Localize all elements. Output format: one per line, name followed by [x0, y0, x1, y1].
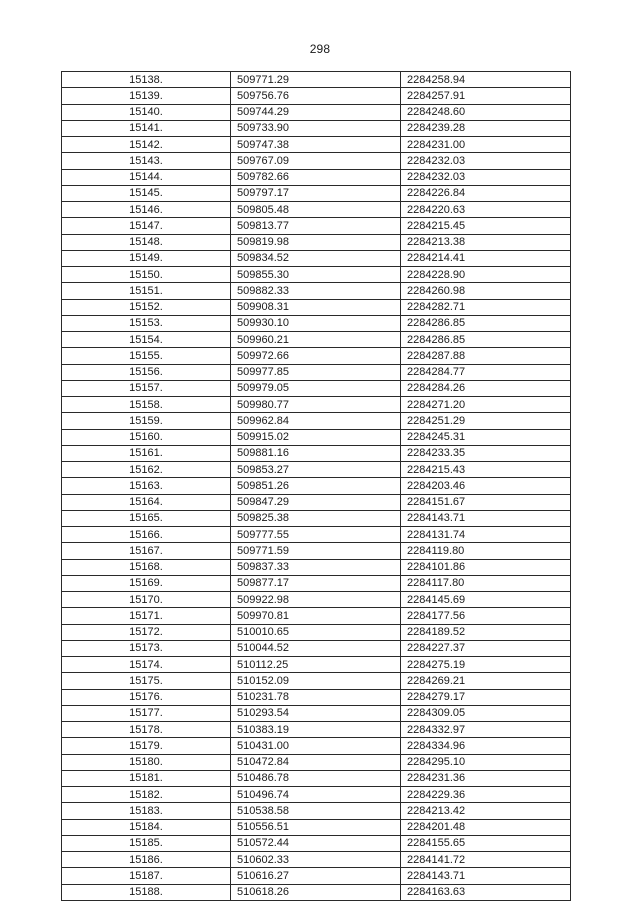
point-number-cell: 15140. [62, 104, 231, 120]
x-coordinate-cell: 509837.33 [231, 559, 401, 575]
table-row [62, 592, 571, 608]
table-row [62, 624, 571, 640]
y-coordinate-cell: 2284163.63 [401, 884, 571, 900]
point-number-cell: 15175. [62, 673, 231, 689]
y-coordinate-cell: 2284229.36 [401, 787, 571, 803]
x-coordinate-cell: 509881.16 [231, 445, 401, 461]
table-row [62, 527, 571, 543]
y-coordinate-cell: 2284215.45 [401, 218, 571, 234]
point-number-cell: 15187. [62, 868, 231, 884]
point-number-cell: 15138. [62, 72, 231, 88]
coordinates-table-body [62, 72, 571, 901]
x-coordinate-cell: 509744.29 [231, 104, 401, 120]
point-number-cell: 15152. [62, 299, 231, 315]
table-row [62, 153, 571, 169]
point-number-cell: 15166. [62, 527, 231, 543]
table-row [62, 575, 571, 591]
x-coordinate-cell: 509771.59 [231, 543, 401, 559]
table-row [62, 169, 571, 185]
point-number-cell: 15179. [62, 738, 231, 754]
x-coordinate-cell: 510152.09 [231, 673, 401, 689]
table-row [62, 380, 571, 396]
x-coordinate-cell: 509970.81 [231, 608, 401, 624]
y-coordinate-cell: 2284275.19 [401, 657, 571, 673]
x-coordinate-cell: 510044.52 [231, 640, 401, 656]
table-row [62, 494, 571, 510]
point-number-cell: 15180. [62, 754, 231, 770]
point-number-cell: 15185. [62, 835, 231, 851]
table-row [62, 689, 571, 705]
x-coordinate-cell: 509922.98 [231, 592, 401, 608]
table-row [62, 397, 571, 413]
point-number-cell: 15146. [62, 202, 231, 218]
x-coordinate-cell: 509882.33 [231, 283, 401, 299]
y-coordinate-cell: 2284269.21 [401, 673, 571, 689]
table-row [62, 137, 571, 153]
x-coordinate-cell: 509962.84 [231, 413, 401, 429]
y-coordinate-cell: 2284257.91 [401, 88, 571, 104]
y-coordinate-cell: 2284260.98 [401, 283, 571, 299]
x-coordinate-cell: 509771.29 [231, 72, 401, 88]
point-number-cell: 15183. [62, 803, 231, 819]
x-coordinate-cell: 509979.05 [231, 380, 401, 396]
point-number-cell: 15151. [62, 283, 231, 299]
x-coordinate-cell: 509855.30 [231, 267, 401, 283]
x-coordinate-cell: 510293.54 [231, 705, 401, 721]
table-row [62, 120, 571, 136]
point-number-cell: 15170. [62, 592, 231, 608]
point-number-cell: 15167. [62, 543, 231, 559]
table-row [62, 218, 571, 234]
point-number-cell: 15171. [62, 608, 231, 624]
point-number-cell: 15172. [62, 624, 231, 640]
table-row [62, 104, 571, 120]
table-row [62, 315, 571, 331]
y-coordinate-cell: 2284155.65 [401, 835, 571, 851]
table-row [62, 267, 571, 283]
point-number-cell: 15150. [62, 267, 231, 283]
y-coordinate-cell: 2284201.48 [401, 819, 571, 835]
point-number-cell: 15156. [62, 364, 231, 380]
x-coordinate-cell: 509980.77 [231, 397, 401, 413]
y-coordinate-cell: 2284227.37 [401, 640, 571, 656]
x-coordinate-cell: 509960.21 [231, 332, 401, 348]
x-coordinate-cell: 509851.26 [231, 478, 401, 494]
coordinates-table [61, 71, 571, 901]
point-number-cell: 15182. [62, 787, 231, 803]
y-coordinate-cell: 2284226.84 [401, 185, 571, 201]
x-coordinate-cell: 510572.44 [231, 835, 401, 851]
table-row [62, 819, 571, 835]
table-row [62, 868, 571, 884]
y-coordinate-cell: 2284332.97 [401, 722, 571, 738]
x-coordinate-cell: 510010.65 [231, 624, 401, 640]
x-coordinate-cell: 509767.09 [231, 153, 401, 169]
y-coordinate-cell: 2284232.03 [401, 153, 571, 169]
table-row [62, 348, 571, 364]
x-coordinate-cell: 509747.38 [231, 137, 401, 153]
table-row [62, 657, 571, 673]
point-number-cell: 15188. [62, 884, 231, 900]
y-coordinate-cell: 2284141.72 [401, 852, 571, 868]
x-coordinate-cell: 509972.66 [231, 348, 401, 364]
table-row [62, 250, 571, 266]
point-number-cell: 15142. [62, 137, 231, 153]
x-coordinate-cell: 509930.10 [231, 315, 401, 331]
x-coordinate-cell: 510472.84 [231, 754, 401, 770]
table-row [62, 462, 571, 478]
point-number-cell: 15176. [62, 689, 231, 705]
point-number-cell: 15162. [62, 462, 231, 478]
table-row [62, 608, 571, 624]
y-coordinate-cell: 2284233.35 [401, 445, 571, 461]
point-number-cell: 15145. [62, 185, 231, 201]
y-coordinate-cell: 2284245.31 [401, 429, 571, 445]
y-coordinate-cell: 2284284.77 [401, 364, 571, 380]
table-row [62, 543, 571, 559]
table-row [62, 445, 571, 461]
table-row [62, 754, 571, 770]
point-number-cell: 15159. [62, 413, 231, 429]
point-number-cell: 15184. [62, 819, 231, 835]
point-number-cell: 15155. [62, 348, 231, 364]
x-coordinate-cell: 510538.58 [231, 803, 401, 819]
y-coordinate-cell: 2284231.36 [401, 770, 571, 786]
point-number-cell: 15139. [62, 88, 231, 104]
y-coordinate-cell: 2284214.41 [401, 250, 571, 266]
table-row [62, 722, 571, 738]
x-coordinate-cell: 509777.55 [231, 527, 401, 543]
table-row [62, 705, 571, 721]
y-coordinate-cell: 2284271.20 [401, 397, 571, 413]
point-number-cell: 15173. [62, 640, 231, 656]
y-coordinate-cell: 2284279.17 [401, 689, 571, 705]
point-number-cell: 15148. [62, 234, 231, 250]
y-coordinate-cell: 2284334.96 [401, 738, 571, 754]
table-row [62, 283, 571, 299]
point-number-cell: 15169. [62, 575, 231, 591]
point-number-cell: 15168. [62, 559, 231, 575]
point-number-cell: 15160. [62, 429, 231, 445]
point-number-cell: 15181. [62, 770, 231, 786]
y-coordinate-cell: 2284177.56 [401, 608, 571, 624]
table-row [62, 88, 571, 104]
y-coordinate-cell: 2284295.10 [401, 754, 571, 770]
x-coordinate-cell: 509797.17 [231, 185, 401, 201]
y-coordinate-cell: 2284143.71 [401, 510, 571, 526]
x-coordinate-cell: 509915.02 [231, 429, 401, 445]
point-number-cell: 15165. [62, 510, 231, 526]
y-coordinate-cell: 2284286.85 [401, 315, 571, 331]
x-coordinate-cell: 510431.00 [231, 738, 401, 754]
table-row [62, 185, 571, 201]
x-coordinate-cell: 509977.85 [231, 364, 401, 380]
page-number: 298 [309, 42, 331, 56]
y-coordinate-cell: 2284101.86 [401, 559, 571, 575]
table-row [62, 803, 571, 819]
x-coordinate-cell: 510556.51 [231, 819, 401, 835]
table-row [62, 72, 571, 88]
x-coordinate-cell: 509756.76 [231, 88, 401, 104]
x-coordinate-cell: 509847.29 [231, 494, 401, 510]
point-number-cell: 15178. [62, 722, 231, 738]
x-coordinate-cell: 510383.19 [231, 722, 401, 738]
x-coordinate-cell: 509819.98 [231, 234, 401, 250]
x-coordinate-cell: 509782.66 [231, 169, 401, 185]
table-row [62, 299, 571, 315]
y-coordinate-cell: 2284213.42 [401, 803, 571, 819]
y-coordinate-cell: 2284131.74 [401, 527, 571, 543]
table-row [62, 332, 571, 348]
point-number-cell: 15164. [62, 494, 231, 510]
y-coordinate-cell: 2284287.88 [401, 348, 571, 364]
y-coordinate-cell: 2284231.00 [401, 137, 571, 153]
x-coordinate-cell: 510496.74 [231, 787, 401, 803]
point-number-cell: 15186. [62, 852, 231, 868]
point-number-cell: 15177. [62, 705, 231, 721]
table-row [62, 640, 571, 656]
point-number-cell: 15141. [62, 120, 231, 136]
x-coordinate-cell: 510112.25 [231, 657, 401, 673]
point-number-cell: 15149. [62, 250, 231, 266]
y-coordinate-cell: 2284228.90 [401, 267, 571, 283]
y-coordinate-cell: 2284282.71 [401, 299, 571, 315]
table-row [62, 413, 571, 429]
point-number-cell: 15161. [62, 445, 231, 461]
table-row [62, 559, 571, 575]
point-number-cell: 15174. [62, 657, 231, 673]
x-coordinate-cell: 510231.78 [231, 689, 401, 705]
point-number-cell: 15153. [62, 315, 231, 331]
y-coordinate-cell: 2284119.80 [401, 543, 571, 559]
x-coordinate-cell: 509853.27 [231, 462, 401, 478]
table-row [62, 852, 571, 868]
table-row [62, 787, 571, 803]
table-row [62, 835, 571, 851]
table-row [62, 234, 571, 250]
y-coordinate-cell: 2284145.69 [401, 592, 571, 608]
table-row [62, 429, 571, 445]
x-coordinate-cell: 510602.33 [231, 852, 401, 868]
y-coordinate-cell: 2284284.26 [401, 380, 571, 396]
y-coordinate-cell: 2284151.67 [401, 494, 571, 510]
y-coordinate-cell: 2284117.80 [401, 575, 571, 591]
y-coordinate-cell: 2284232.03 [401, 169, 571, 185]
x-coordinate-cell: 509877.17 [231, 575, 401, 591]
table-row [62, 673, 571, 689]
point-number-cell: 15147. [62, 218, 231, 234]
point-number-cell: 15143. [62, 153, 231, 169]
point-number-cell: 15154. [62, 332, 231, 348]
y-coordinate-cell: 2284213.38 [401, 234, 571, 250]
y-coordinate-cell: 2284248.60 [401, 104, 571, 120]
table-row [62, 364, 571, 380]
x-coordinate-cell: 510486.78 [231, 770, 401, 786]
point-number-cell: 15144. [62, 169, 231, 185]
x-coordinate-cell: 509813.77 [231, 218, 401, 234]
table-row [62, 884, 571, 900]
y-coordinate-cell: 2284215.43 [401, 462, 571, 478]
x-coordinate-cell: 509825.38 [231, 510, 401, 526]
x-coordinate-cell: 509805.48 [231, 202, 401, 218]
y-coordinate-cell: 2284189.52 [401, 624, 571, 640]
y-coordinate-cell: 2284220.63 [401, 202, 571, 218]
table-row [62, 510, 571, 526]
x-coordinate-cell: 510616.27 [231, 868, 401, 884]
y-coordinate-cell: 2284251.29 [401, 413, 571, 429]
y-coordinate-cell: 2284309.05 [401, 705, 571, 721]
x-coordinate-cell: 510618.26 [231, 884, 401, 900]
table-row [62, 738, 571, 754]
table-row [62, 770, 571, 786]
y-coordinate-cell: 2284143.71 [401, 868, 571, 884]
x-coordinate-cell: 509733.90 [231, 120, 401, 136]
x-coordinate-cell: 509834.52 [231, 250, 401, 266]
x-coordinate-cell: 509908.31 [231, 299, 401, 315]
y-coordinate-cell: 2284286.85 [401, 332, 571, 348]
table-row [62, 478, 571, 494]
table-row [62, 202, 571, 218]
y-coordinate-cell: 2284203.46 [401, 478, 571, 494]
point-number-cell: 15158. [62, 397, 231, 413]
point-number-cell: 15163. [62, 478, 231, 494]
y-coordinate-cell: 2284258.94 [401, 72, 571, 88]
y-coordinate-cell: 2284239.28 [401, 120, 571, 136]
point-number-cell: 15157. [62, 380, 231, 396]
